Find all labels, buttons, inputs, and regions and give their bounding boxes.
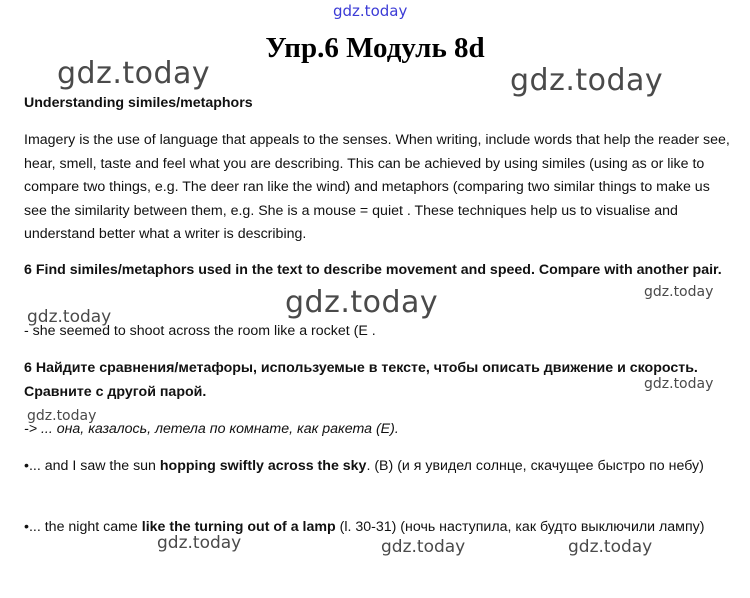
watermark: gdz.today bbox=[157, 533, 242, 553]
section-heading: Understanding similes/metaphors bbox=[24, 95, 253, 111]
bullet-text: (l. 30-31) (ночь наступила, как будто выключили лампу) bbox=[335, 519, 705, 535]
watermark: gdz.today bbox=[568, 537, 653, 557]
bullet-text: •... the night came bbox=[24, 519, 142, 535]
bullet-text: •... and I saw the sun bbox=[24, 458, 160, 474]
intro-paragraph: Imagery is the use of language that appeals to the senses. When writing, include words that help the reader see, hear, smell, taste and feel what you are describing. This can be achieved by using similes (using as or like to compare two things, e.g. The deer ran like the wind) and metaphors (comparing two similar things to make us see the similarity between them, e.g. She is a mouse = quiet . These techniques help us to visualise and understand better what a writer is describing. bbox=[24, 132, 730, 242]
task-russian: 6 Найдите сравнения/метафоры, используемые в тексте, чтобы описать движение и скорость. Сравните с другой парой. bbox=[24, 360, 698, 400]
answer-russian: -> ... она, казалось, летела по комнате, как ракета (E). bbox=[24, 421, 399, 437]
watermark: gdz.today bbox=[510, 63, 664, 98]
bullet-highlight: like the turning out of a lamp bbox=[141, 519, 336, 535]
page-title: Упр.6 Модуль 8d bbox=[265, 32, 485, 64]
watermark-top: gdz.today bbox=[333, 2, 408, 20]
watermark: gdz.today bbox=[285, 285, 439, 320]
bullet-item bbox=[24, 455, 730, 479]
watermark: gdz.today bbox=[381, 537, 466, 557]
bullet-highlight: hopping swiftly across the sky bbox=[159, 458, 367, 474]
watermark: gdz.today bbox=[644, 376, 714, 392]
task-english: 6 Find similes/metaphors used in the text to describe movement and speed. Compare with another pair. bbox=[24, 262, 722, 278]
watermark: gdz.today bbox=[27, 307, 112, 327]
watermark: gdz.today bbox=[57, 56, 211, 91]
answer-english: - she seemed to shoot across the room like a rocket (E . bbox=[24, 323, 376, 339]
watermark: gdz.today bbox=[644, 284, 714, 300]
bullet-item bbox=[24, 516, 730, 540]
bullet-text: . (B) (и я увидел солнце, скачущее быстро по небу) bbox=[366, 458, 704, 474]
watermark: gdz.today bbox=[27, 408, 97, 424]
